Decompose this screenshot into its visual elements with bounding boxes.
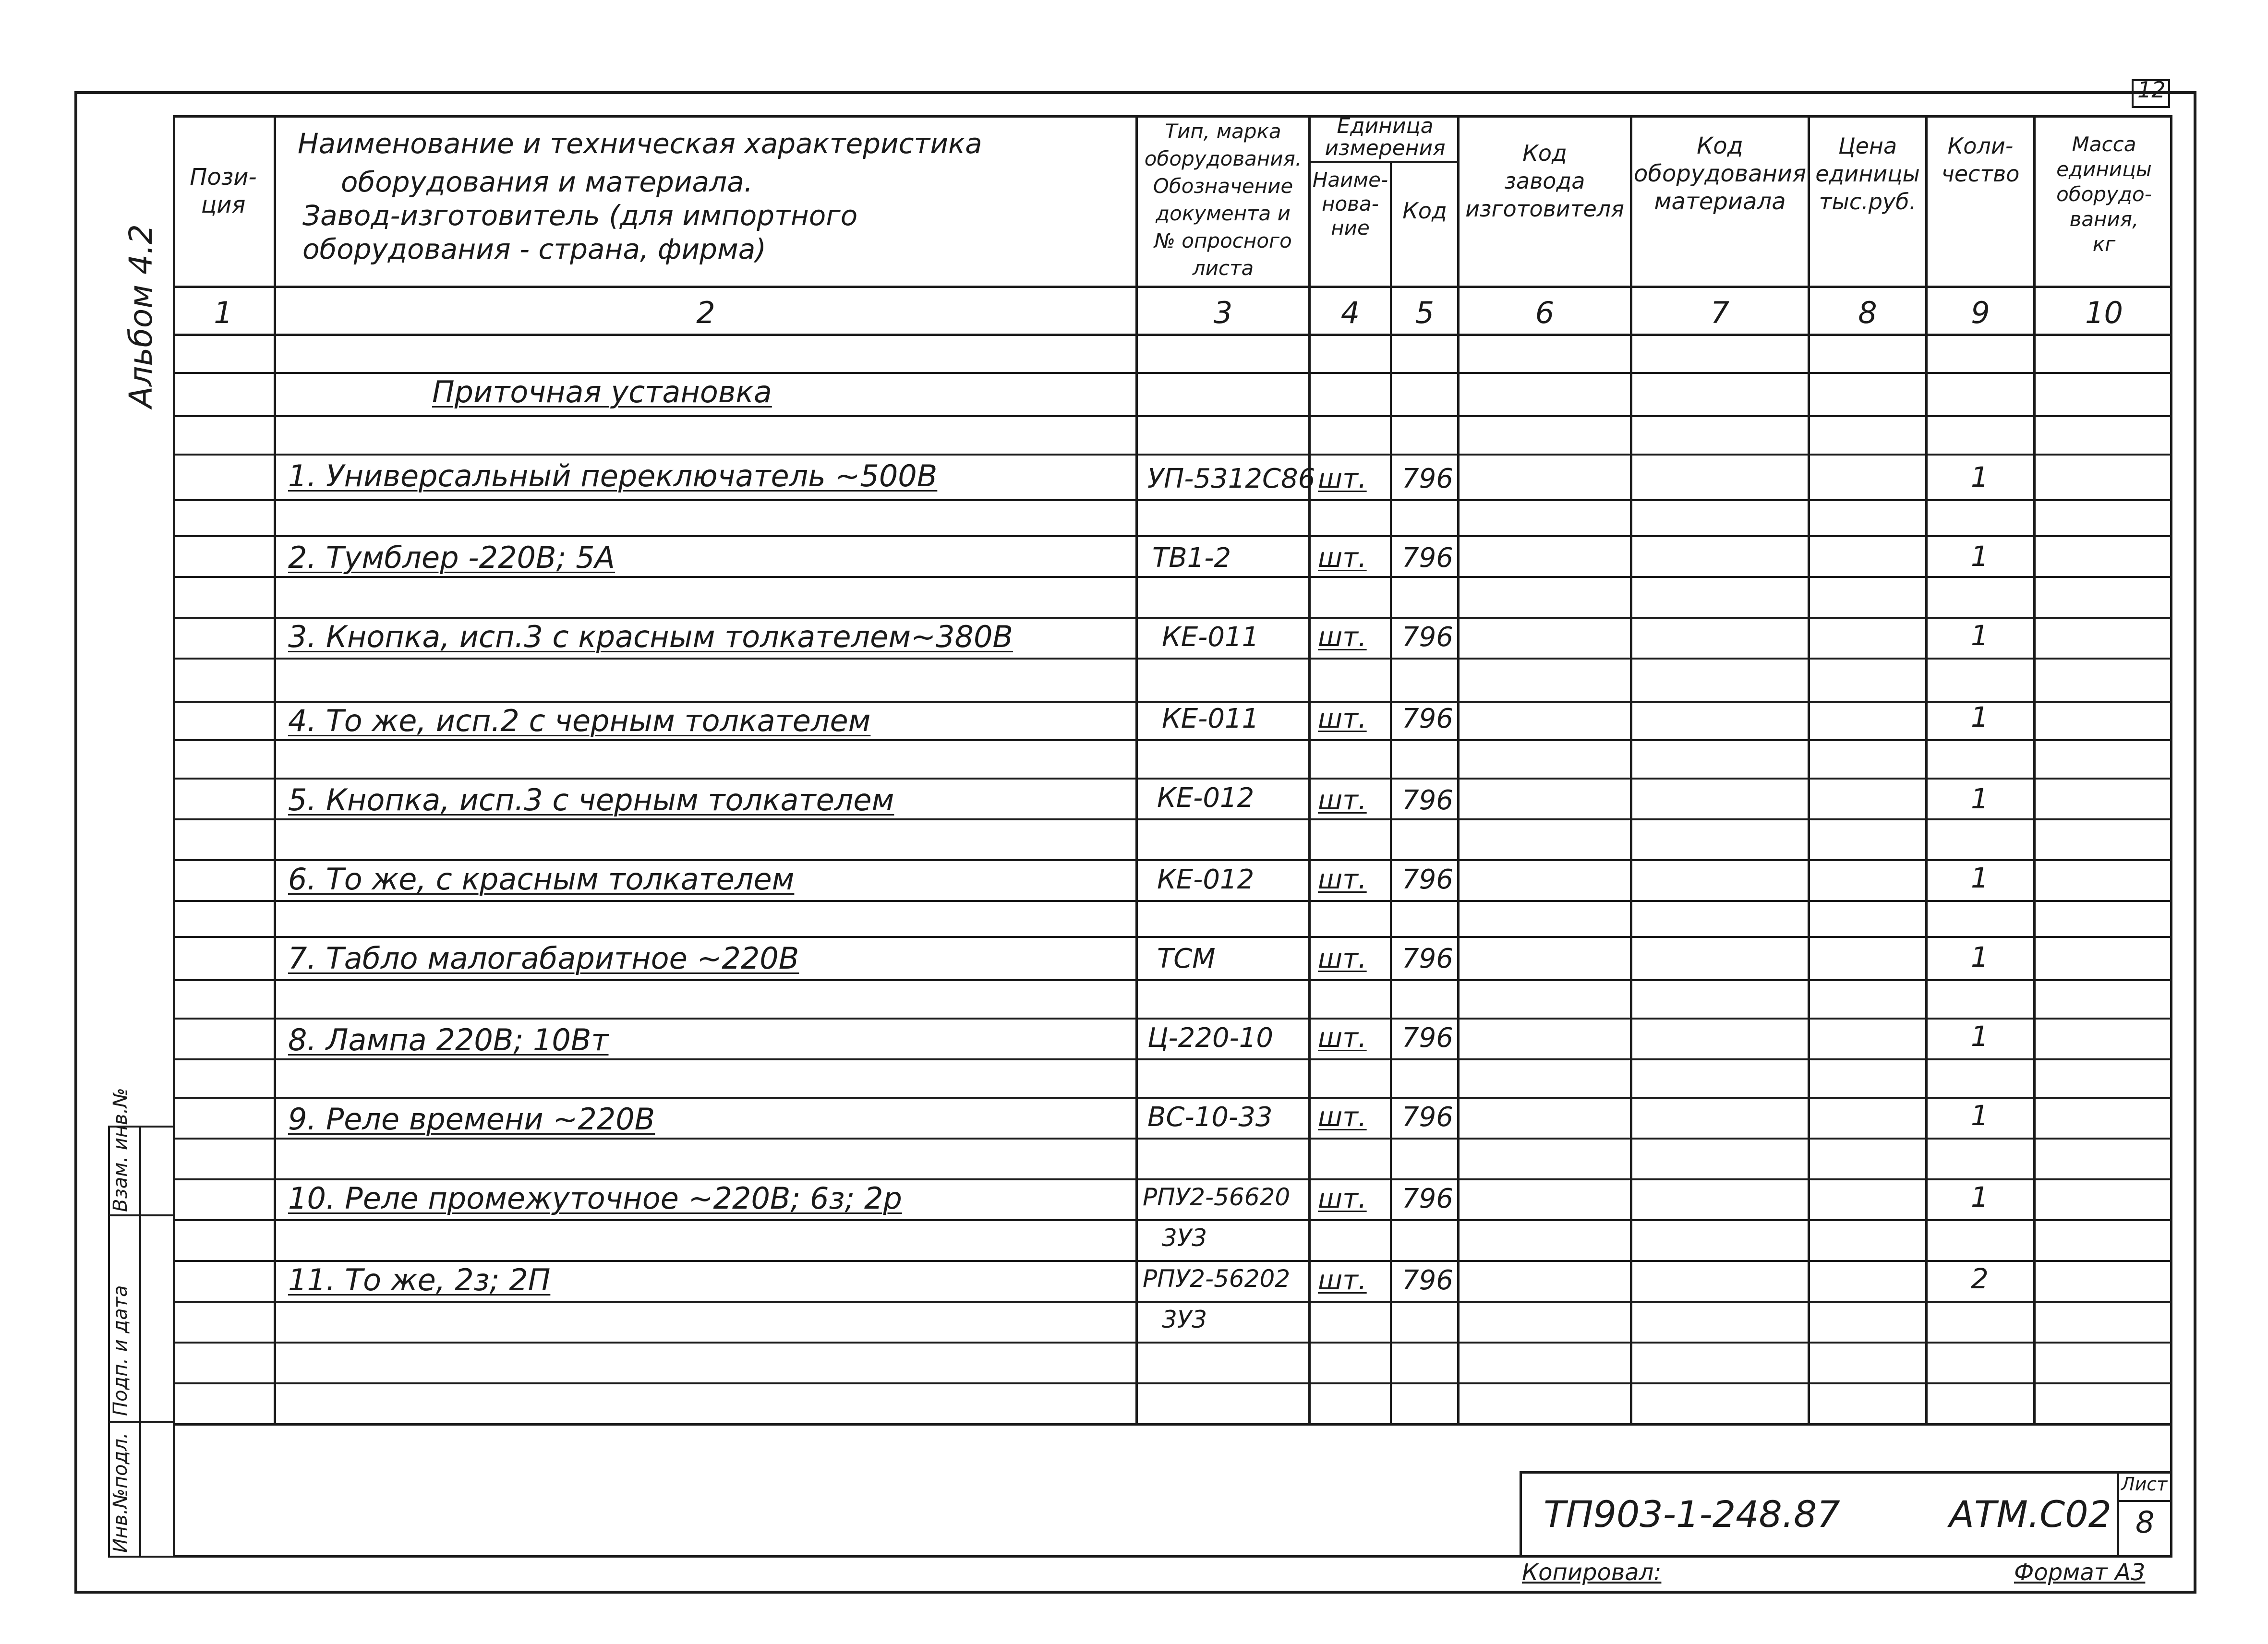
item-mark-suffix: 3У3: [1162, 1306, 1207, 1333]
col-number-1: 1: [214, 295, 233, 330]
row-line: [173, 979, 2172, 981]
stamp-copied: Копировал:: [1522, 1559, 1662, 1586]
item-code: 796: [1402, 542, 1453, 574]
stamp-doc-number: ТП903-1-248.87: [1544, 1493, 1840, 1536]
item-mark: Ц-220-10: [1147, 1022, 1274, 1054]
col-number-5: 5: [1415, 295, 1435, 330]
stamp-divider: [2117, 1471, 2119, 1558]
row-line: [173, 1342, 2172, 1344]
item-name: 8. Лампа 220В; 10Вт: [288, 1022, 609, 1057]
item-code: 796: [1402, 1265, 1453, 1296]
row-line: [173, 372, 2172, 374]
col-number-10: 10: [2085, 295, 2123, 330]
item-unit: шт.: [1318, 622, 1367, 653]
side-stamp-sep-2: [108, 1421, 175, 1423]
item-qty: 1: [1971, 540, 1989, 573]
side-label-inv: Инв.№подл.: [109, 1432, 132, 1553]
item-code: 796: [1402, 1183, 1453, 1214]
item-mark: КЕ-011: [1162, 622, 1259, 653]
item-code: 796: [1402, 1022, 1453, 1054]
header-equipment-code: Код оборудования материала: [1634, 132, 1806, 215]
header-name-line3: Завод-изготовитель (для импортного: [302, 199, 858, 232]
side-stamp-sep-1: [108, 1214, 175, 1216]
item-code: 796: [1402, 703, 1453, 734]
col-number-2: 2: [696, 295, 715, 330]
item-qty: 2: [1971, 1262, 1989, 1295]
row-line: [173, 499, 2172, 501]
header-name-line2: оборудования и материала.: [341, 166, 753, 198]
item-mark-suffix: 3У3: [1162, 1224, 1207, 1252]
row-line: [173, 1219, 2172, 1221]
item-name: 4. То же, исп.2 с черным толкателем: [288, 703, 871, 738]
row-line: [173, 1301, 2172, 1303]
item-name: 11. То же, 2з; 2П: [288, 1262, 551, 1297]
col-number-3: 3: [1213, 295, 1233, 330]
header-quantity: Коли- чество: [1941, 133, 2020, 187]
item-code: 796: [1402, 1102, 1453, 1133]
row-line: [173, 701, 2172, 703]
item-unit: шт.: [1318, 703, 1367, 734]
item-unit: шт.: [1318, 1183, 1367, 1214]
header-unit-group: Единица измерения: [1325, 114, 1446, 160]
corner-number: 12: [2137, 77, 2166, 103]
col-number-9: 9: [1971, 295, 1990, 330]
col-number-6: 6: [1535, 295, 1555, 330]
header-unit-code: Код: [1402, 198, 1447, 224]
item-unit: шт.: [1318, 542, 1367, 574]
col-number-8: 8: [1858, 295, 1877, 330]
row-line: [173, 658, 2172, 660]
row-line: [173, 617, 2172, 619]
item-code: 796: [1402, 943, 1453, 974]
header-name-line4: оборудования - страна, фирма): [302, 233, 766, 265]
item-unit: шт.: [1318, 785, 1367, 816]
stamp-format: Формат А3: [2014, 1559, 2146, 1586]
stamp-doc-code: АТМ.С02: [1949, 1493, 2111, 1536]
header-price: Цена единицы тыс.руб.: [1815, 133, 1920, 215]
item-mark: РПУ2-56620: [1143, 1183, 1291, 1211]
row-line: [173, 1097, 2172, 1099]
item-name: 7. Табло малогабаритное ~220В: [288, 941, 799, 976]
item-unit: шт.: [1318, 1022, 1367, 1054]
album-label: Альбом 4.2: [122, 224, 159, 408]
row-line: [173, 900, 2172, 902]
row-line: [173, 1382, 2172, 1384]
item-code: 796: [1402, 864, 1453, 895]
item-mark: КЕ-011: [1162, 703, 1259, 734]
item-unit: шт.: [1318, 943, 1367, 974]
stamp-sheet-number: 8: [2135, 1505, 2155, 1540]
item-mark: ВС-10-33: [1147, 1102, 1273, 1133]
row-line: [173, 1260, 2172, 1262]
side-label-replace: Взам. инв.№: [109, 1088, 132, 1212]
header-mass: Масса единицы оборудо- вания, кг: [2056, 132, 2152, 256]
row-line: [173, 936, 2172, 938]
item-name: 9. Реле времени ~220В: [288, 1102, 655, 1137]
item-qty: 1: [1971, 941, 1989, 973]
item-name: 2. Тумблер -220В; 5А: [288, 540, 615, 575]
item-unit: шт.: [1318, 463, 1367, 494]
header-position: Пози- ция: [190, 164, 257, 218]
item-name: 6. То же, с красным толкателем: [288, 862, 795, 897]
item-code: 796: [1402, 463, 1453, 494]
row-line: [173, 1018, 2172, 1020]
item-code: 796: [1402, 785, 1453, 816]
row-line: [173, 535, 2172, 537]
item-unit: шт.: [1318, 1102, 1367, 1133]
item-mark: ТСМ: [1157, 943, 1216, 974]
row-line: [173, 454, 2172, 456]
header-factory-code: Код завода изготовителя: [1465, 140, 1624, 222]
side-label-sign: Подп. и дата: [109, 1285, 132, 1416]
item-unit: шт.: [1318, 1265, 1367, 1296]
side-stamp-divider: [139, 1126, 141, 1558]
item-name: 1. Универсальный переключатель ~500В: [288, 458, 938, 493]
item-name: 5. Кнопка, исп.3 с черным толкателем: [288, 782, 894, 817]
item-mark: ТВ1-2: [1152, 542, 1231, 574]
table-end-line: [173, 1423, 2172, 1426]
row-line: [173, 778, 2172, 780]
item-qty: 1: [1971, 782, 1989, 815]
item-qty: 1: [1971, 862, 1989, 894]
row-line: [173, 415, 2172, 417]
row-line: [173, 859, 2172, 861]
header-name-line1: Наименование и техническая характеристика: [298, 127, 982, 160]
col-number-4: 4: [1340, 295, 1360, 330]
item-unit: шт.: [1318, 864, 1367, 895]
row-line: [173, 576, 2172, 578]
item-qty: 1: [1971, 461, 1989, 493]
col-number-7: 7: [1710, 295, 1730, 330]
item-qty: 1: [1971, 1181, 1989, 1213]
item-qty: 1: [1971, 1099, 1989, 1132]
header-type-mark: Тип, марка оборудования. Обозначение документа и № опросного листа: [1144, 120, 1302, 280]
item-qty: 1: [1971, 1020, 1989, 1053]
stamp-sheet-split: [2117, 1500, 2172, 1502]
item-name: 3. Кнопка, исп.3 с красным толкателем~380В: [288, 619, 1013, 654]
section-title: Приточная установка: [432, 374, 772, 409]
row-line: [173, 818, 2172, 820]
item-mark: УП-5312С86: [1147, 463, 1315, 494]
item-code: 796: [1402, 622, 1453, 653]
item-mark: КЕ-012: [1157, 864, 1255, 895]
numbers-bottom-line: [173, 334, 2172, 336]
item-mark: РПУ2-56202: [1143, 1265, 1291, 1293]
row-line: [173, 1058, 2172, 1060]
row-line: [173, 1138, 2172, 1140]
item-qty: 1: [1971, 619, 1989, 652]
header-bottom-line: [173, 286, 2172, 288]
unit-group-split: [1308, 161, 1457, 163]
row-line: [173, 739, 2172, 741]
item-qty: 1: [1971, 701, 1989, 733]
row-line: [173, 1178, 2172, 1180]
header-unit-name: Наиме- нова- ние: [1312, 168, 1388, 240]
col-line-4: [1390, 163, 1392, 1426]
item-mark: КЕ-012: [1157, 782, 1255, 814]
stamp-sheet-label: Лист: [2121, 1474, 2168, 1495]
item-name: 10. Реле промежуточное ~220В; 6з; 2р: [288, 1181, 902, 1216]
